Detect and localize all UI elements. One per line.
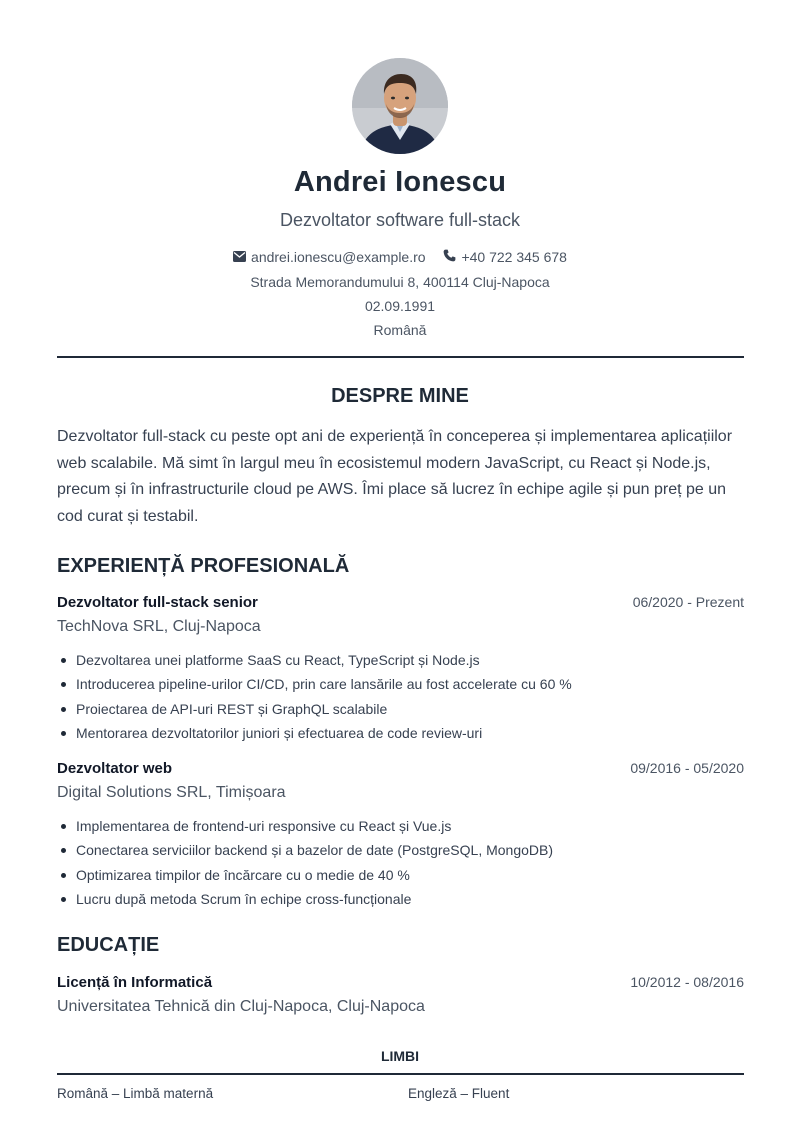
job-company: Digital Solutions SRL, Timișoara <box>57 784 286 801</box>
job-bullets <box>57 648 744 745</box>
phone-icon <box>443 249 456 265</box>
education-date: 10/2012 - 08/2016 <box>630 974 744 990</box>
bullet-item: Lucru după metoda Scrum în echipe cross-funcționale <box>76 887 744 911</box>
about-text: Dezvoltator full-stack cu peste opt ani de experiență în conceperea și implementarea aplicațiilor web scalabile. Mă simt în largul meu în ecosistemul modern JavaScript, cu React și Node.js, precum și în infrastructurile cloud pe AWS. Îmi place să lucrez în echipe agile și pun preț pe un cod curat și testabil. <box>57 428 733 525</box>
bullet-item: Implementarea de frontend-uri responsive cu React și Vue.js <box>76 814 744 838</box>
email-text: andrei.ionescu@example.ro <box>251 249 426 265</box>
contact-row <box>0 249 800 265</box>
profile-photo <box>352 58 448 154</box>
job-title: Dezvoltator full-stack senior <box>57 594 258 611</box>
bullet-item: Introducerea pipeline-urilor CI/CD, prin care lansările au fost accelerate cu 60 % <box>76 672 744 696</box>
job-company: TechNova SRL, Cluj-Napoca <box>57 618 261 635</box>
job-date: 06/2020 - Prezent <box>632 594 744 610</box>
bullet-item: Proiectarea de API-uri REST și GraphQL scalabile <box>76 697 744 721</box>
phone-item[interactable] <box>443 249 567 265</box>
nationality: Română <box>373 322 427 338</box>
about-title: DESPRE MINE <box>331 385 469 407</box>
bullet-item: Optimizarea timpilor de încărcare cu o medie de 40 % <box>76 863 744 887</box>
job-bullets <box>57 814 744 911</box>
candidate-name: Andrei Ionescu <box>293 166 507 198</box>
job-title: Dezvoltator web <box>57 760 173 777</box>
phone-text: +40 722 345 678 <box>461 249 567 265</box>
languages-divider <box>57 1073 744 1075</box>
birth-date: 02.09.1991 <box>364 298 436 314</box>
language-item: Română – Limbă maternă <box>57 1086 214 1101</box>
bullet-item: Mentorarea dezvoltatorilor juniori și efectuarea de code review-uri <box>76 721 744 745</box>
education-item <box>57 974 744 1022</box>
language-item: Engleză – Fluent <box>408 1086 510 1101</box>
education-title: EDUCAȚIE <box>57 934 160 956</box>
job-date: 09/2016 - 05/2020 <box>630 760 744 776</box>
address: Strada Memorandumului 8, 400114 Cluj-Napoca <box>250 274 550 290</box>
email-item[interactable] <box>233 249 426 265</box>
degree-title: Licență în Informatică <box>57 974 213 991</box>
avatar <box>352 58 448 154</box>
experience-item <box>57 760 744 911</box>
school-name: Universitatea Tehnică din Cluj-Napoca, Cluj-Napoca <box>57 998 425 1015</box>
bullet-item: Dezvoltarea unei platforme SaaS cu React, TypeScript și Node.js <box>76 648 744 672</box>
job-role: Dezvoltator software full-stack <box>279 210 521 230</box>
experience-title: EXPERIENȚĂ PROFESIONALĂ <box>57 555 350 577</box>
envelope-icon <box>233 249 246 265</box>
experience-item <box>57 594 744 745</box>
header-divider <box>57 356 744 358</box>
bullet-item: Conectarea serviciilor backend și a bazelor de date (PostgreSQL, MongoDB) <box>76 838 744 862</box>
languages-title: LIMBI <box>380 1048 420 1064</box>
